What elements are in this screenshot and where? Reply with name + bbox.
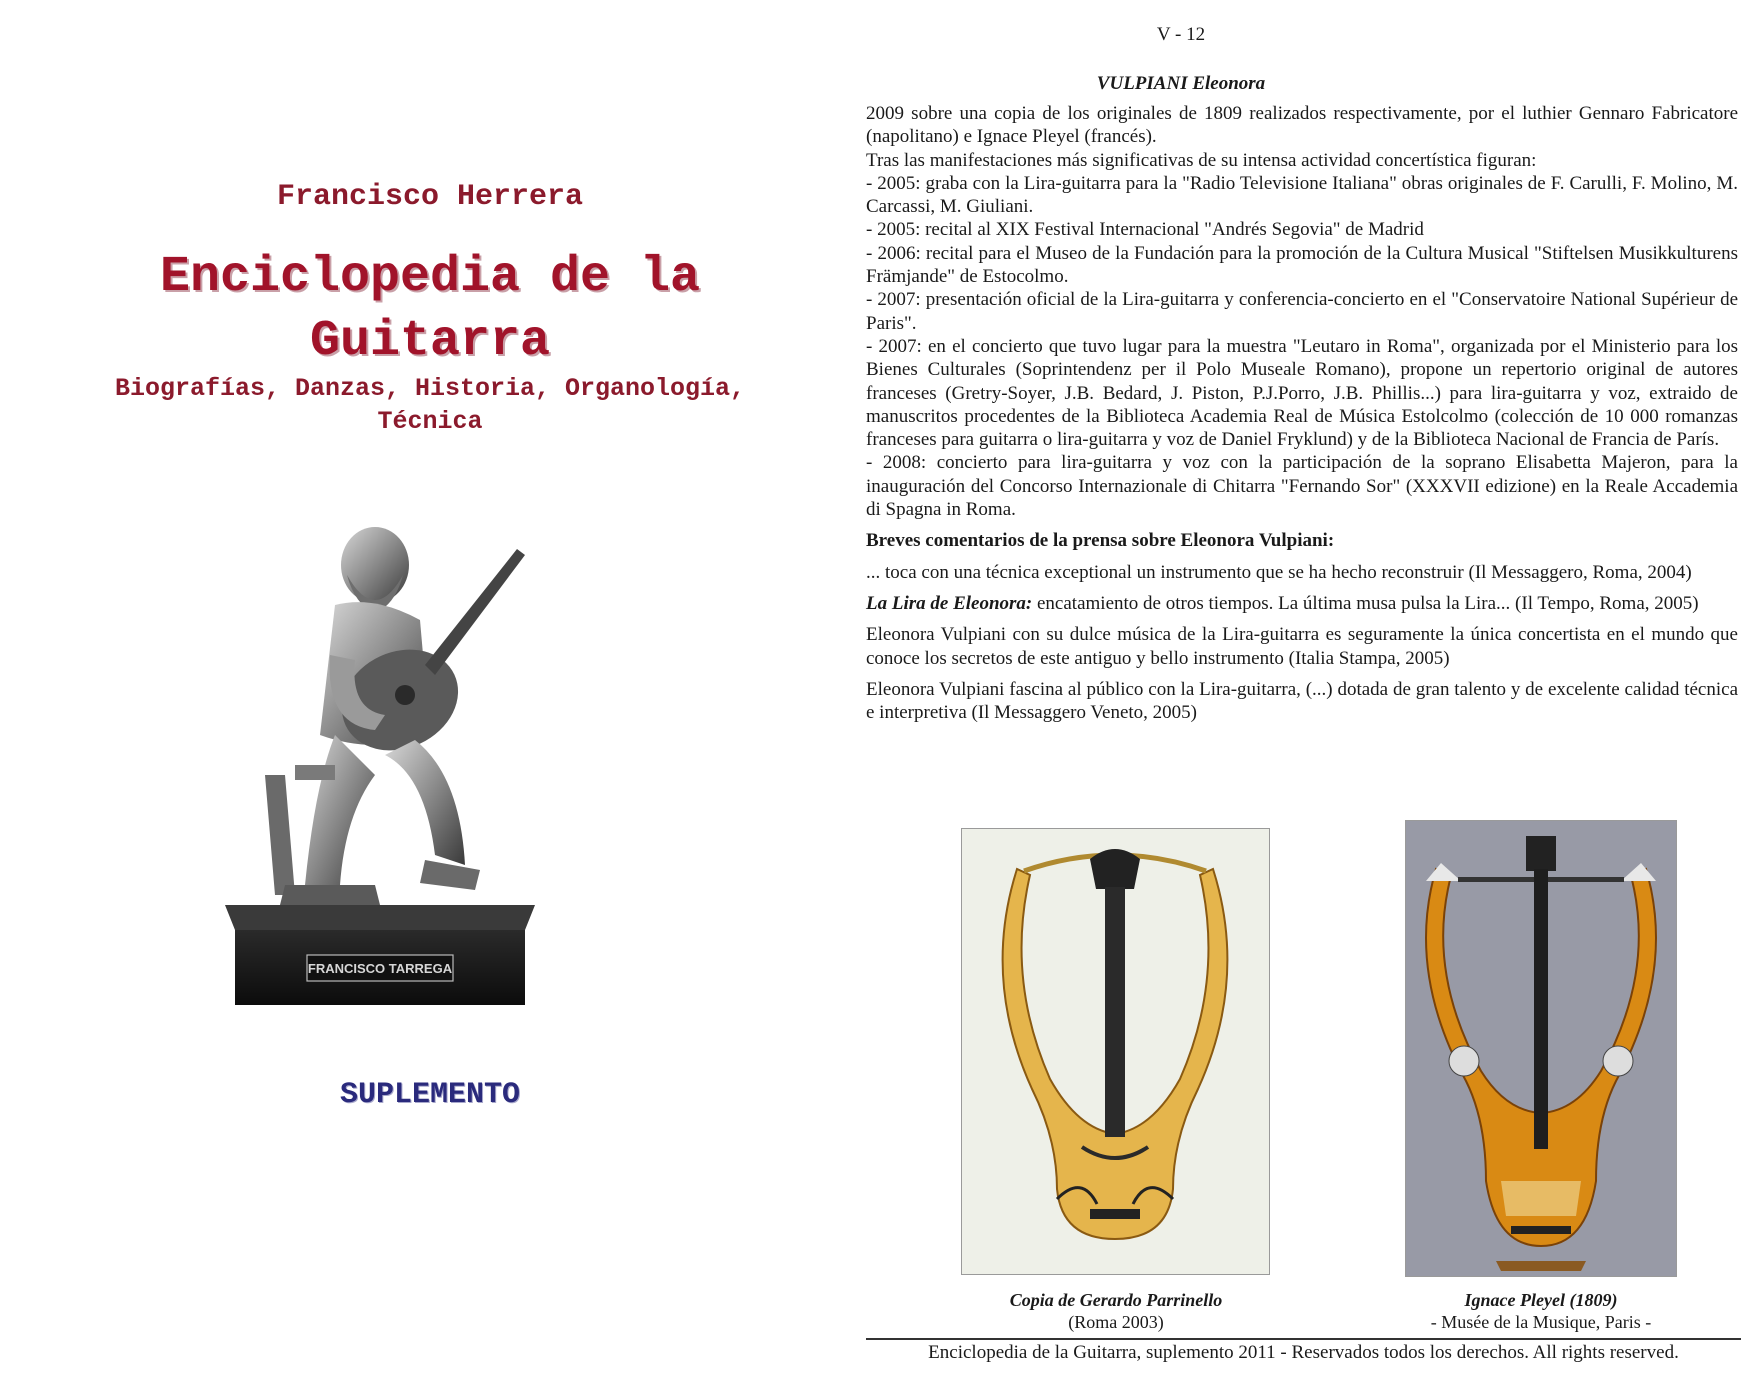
press-quote: Eleonora Vulpiani con su dulce música de la Lira-guitarra es seguramente la única concertista en el mundo que conoce los secretos de este antiguo y bello instrumento (Italia Stampa, 2005) bbox=[866, 624, 1738, 669]
entry-body bbox=[866, 102, 1738, 724]
encyclopedia-page bbox=[866, 0, 1741, 1382]
tarrega-statue-image bbox=[225, 525, 535, 1065]
caption-copy-title: Copia de Gerardo Parrinello bbox=[1009, 1290, 1223, 1310]
cover-subtitle bbox=[20, 372, 840, 438]
list-item: - 2005: recital al XIX Festival Internacional "Andrés Segovia" de Madrid bbox=[866, 219, 1424, 241]
press-quote-title: La Lira de Eleonora: bbox=[866, 592, 1033, 614]
page-number: V - 12 bbox=[1156, 24, 1206, 45]
caption-pleyel-title: Ignace Pleyel (1809) bbox=[1464, 1290, 1618, 1310]
list-item: - 2005: graba con la Lira-guitarra para la "Radio Televisione Italiana" obras originales de F. Carulli, F. Molino, M. Carcassi, M. Giuliani. bbox=[866, 172, 1738, 218]
caption-copy bbox=[926, 1289, 1306, 1333]
paragraph: 2009 sobre una copia de los originales de 1809 realizados respectivamente, por el luthier Gennaro Fabricatore (napolitano) e Ignace Pleyel (francés). bbox=[866, 103, 1738, 148]
paragraph: Tras las manifestaciones más significativas de su intensa actividad concertística figuran: bbox=[866, 149, 1537, 171]
cover-subtitle-line2: Técnica bbox=[377, 407, 483, 436]
cover-subtitle-line1: Biografías, Danzas, Historia, Organología, bbox=[114, 374, 746, 403]
pleyel-lyre-guitar-image bbox=[1405, 820, 1677, 1277]
press-heading: Breves comentarios de la prensa sobre Eleonora Vulpiani: bbox=[866, 530, 1335, 552]
caption-copy-sub: (Roma 2003) bbox=[1068, 1312, 1164, 1332]
caption-pleyel bbox=[1336, 1289, 1746, 1333]
list-item: - 2008: concierto para lira-guitarra y voz con la participación de la soprano Elisabetta Majeron, para la inauguración del Concorso Internazionale di Chitarra "Fernando Sor" (XXXVII edizione) en la Reale Accademia di Spagna in Roma. bbox=[866, 452, 1738, 521]
entry-heading: VULPIANI Eleonora bbox=[1096, 73, 1266, 94]
press-quote bbox=[866, 592, 1738, 615]
caption-pleyel-sub: - Musée de la Musique, Paris - bbox=[1430, 1312, 1652, 1332]
press-quote: Eleonora Vulpiani fascina al público con la Lira-guitarra, (...) dotada de gran talento y de excelente calidad técnica e interpretiva (Il Messaggero Veneto, 2005) bbox=[866, 678, 1738, 724]
cover-title-line2: Guitarra bbox=[309, 313, 551, 370]
cover-author: Francisco Herrera bbox=[276, 180, 584, 214]
statue-plaque-text: FRANCISCO TARREGA bbox=[307, 961, 453, 976]
list-item: - 2006: recital para el Museo de la Fundación para la promoción de la Cultura Musical "Stiftelsen Musikkulturens Främjande" de Estocolmo. bbox=[866, 242, 1738, 288]
page-footer: Enciclopedia de la Guitarra, suplemento 2011 - Reservados todos los derechos. All rights reserved. bbox=[928, 1342, 1679, 1363]
footer-divider bbox=[866, 1338, 1741, 1340]
cover-title bbox=[40, 246, 820, 374]
book-cover bbox=[0, 0, 860, 1382]
press-quote: ... toca con una técnica exceptional un instrumento que se ha hecho reconstruir (Il Messaggero, Roma, 2004) bbox=[866, 561, 1692, 583]
lira-guitar-copy-image bbox=[961, 828, 1270, 1275]
list-item: - 2007: en el concierto que tuvo lugar para la muestra "Leutaro in Roma", organizada por el Ministerio para los Bienes Culturales (Soprintendenz per il Polo Museale Romano), propone un repertorio original de autores franceses (Gretry-Soyer, J.B. Bedard, J. Piston, P.J.Porro, J.B. Phillis...) para lira-guitarra y voz, extraido de manuscritos procedentes de la Biblioteca Academia Real de Música Estolcolmo (colección de 10 000 romanzas franceses para guitarra o lira-guitarra y voz de Daniel Fryklund) y de la Biblioteca Nacional de Francia de París. bbox=[866, 335, 1738, 451]
press-quote-text: encatamiento de otros tiempos. La última musa pulsa la Lira... (Il Tempo, Roma, 2005) bbox=[1032, 592, 1699, 614]
cover-title-line1: Enciclopedia de la bbox=[159, 249, 701, 306]
cover-suplemento: SUPLEMENTO bbox=[339, 1078, 521, 1112]
list-item: - 2007: presentación oficial de la Lira-guitarra y conferencia-concierto en el "Conservatoire National Supérieur de Paris". bbox=[866, 289, 1738, 334]
